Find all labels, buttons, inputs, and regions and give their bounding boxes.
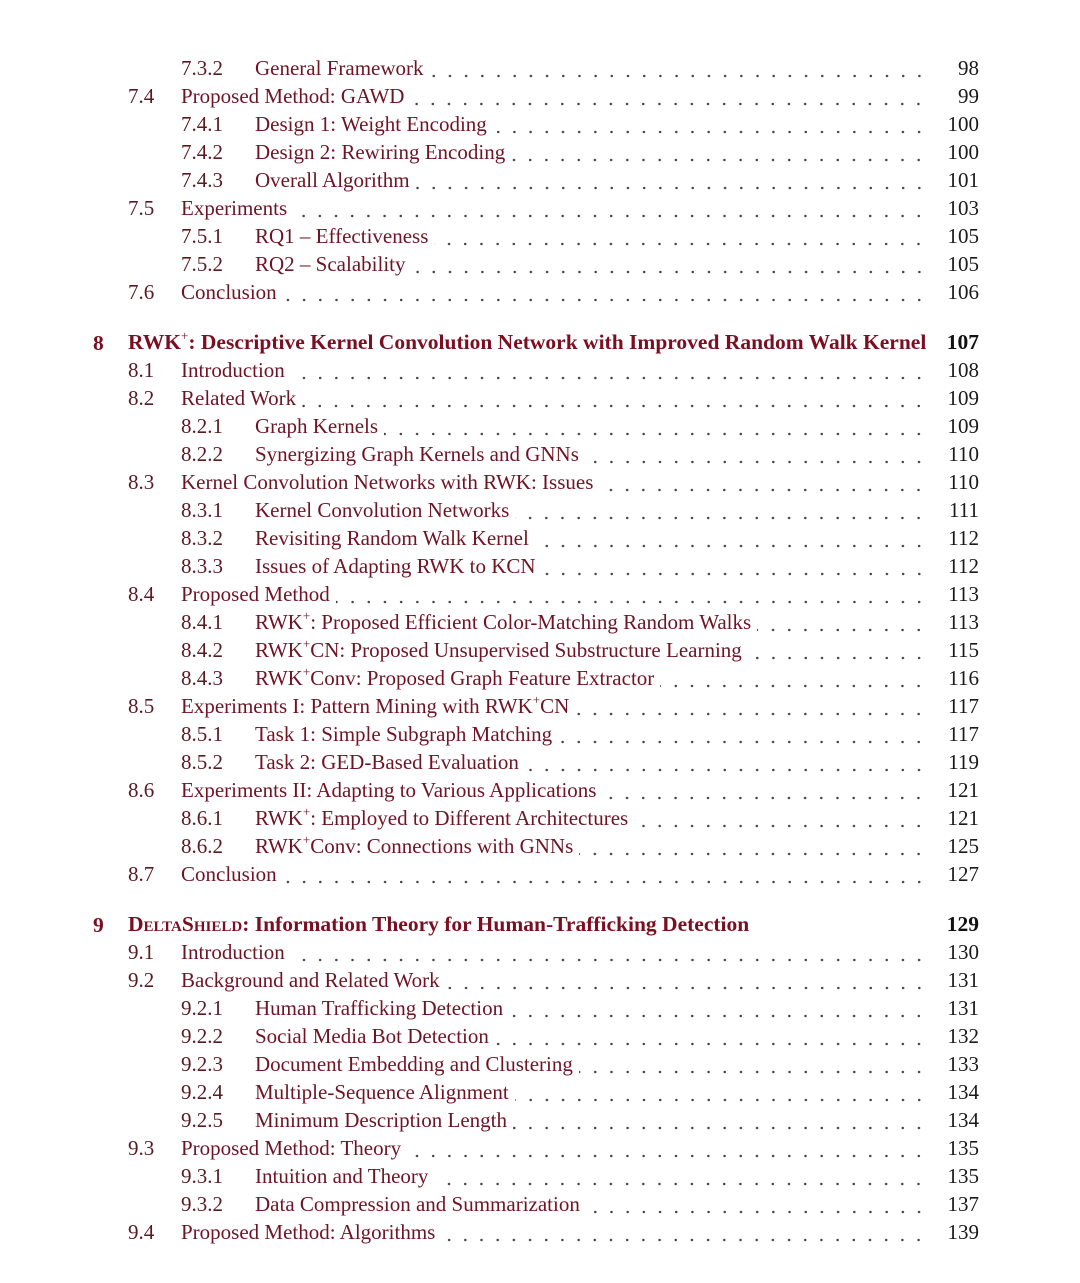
toc-entry[interactable] (0, 636, 1080, 664)
toc-entry[interactable] (0, 278, 1080, 306)
toc-entry[interactable] (0, 110, 1080, 138)
entry-number: 8.2.1 (181, 414, 223, 438)
toc-entry[interactable] (0, 250, 1080, 278)
entry-title: Experiments (181, 196, 288, 220)
entry-number: 8.4 (128, 582, 155, 606)
entry-title: General Framework (255, 56, 424, 80)
entry-number: 8.6.2 (181, 834, 223, 858)
dot-leader (579, 832, 927, 860)
entry-title: RWK+: Proposed Efficient Color-Matching Random Walks (255, 608, 752, 634)
toc-entry[interactable] (0, 54, 1080, 82)
entry-title: Experiments I: Pattern Mining with RWK+CN (181, 692, 570, 718)
entry-number: 9 (93, 913, 104, 937)
dot-leader (602, 776, 927, 804)
toc-entry[interactable] (0, 412, 1080, 440)
entry-page-number: 110 (948, 470, 979, 494)
entry-page-number: 127 (947, 862, 979, 886)
entry-title: Related Work (181, 386, 297, 410)
dot-leader (410, 82, 927, 110)
toc-entry[interactable] (0, 1106, 1080, 1134)
dot-leader (515, 1078, 927, 1106)
entry-title: RWK+Conv: Connections with GNNs (255, 832, 574, 858)
entry-title: Overall Algorithm (255, 168, 410, 192)
toc-entry[interactable] (0, 468, 1080, 496)
entry-number: 8.4.3 (181, 666, 223, 690)
entry-number: 8.7 (128, 862, 155, 886)
toc-entry[interactable] (0, 166, 1080, 194)
entry-number: 7.4.3 (181, 168, 223, 192)
dot-leader (407, 1134, 927, 1162)
entry-page-number: 131 (947, 996, 979, 1020)
entry-number: 7.4 (128, 84, 155, 108)
dot-leader (412, 250, 928, 278)
toc-entry[interactable] (0, 496, 1080, 524)
entry-title: Human Trafficking Detection (255, 996, 504, 1020)
toc-entry[interactable] (0, 194, 1080, 222)
entry-number: 9.2.1 (181, 996, 223, 1020)
entry-number: 7.4.1 (181, 112, 223, 136)
dot-leader (525, 748, 927, 776)
toc-entry[interactable] (0, 1134, 1080, 1162)
dot-leader (660, 664, 927, 692)
entry-title: Synergizing Graph Kernels and GNNs (255, 442, 579, 466)
dot-leader (586, 1190, 927, 1218)
entry-page-number: 108 (947, 358, 979, 382)
entry-title: Graph Kernels (255, 414, 379, 438)
entry-number: 9.2.4 (181, 1080, 223, 1104)
entry-page-number: 112 (948, 526, 979, 550)
entry-number: 9.1 (128, 940, 155, 964)
dot-leader (283, 860, 927, 888)
entry-page-number: 119 (948, 750, 979, 774)
entry-page-number: 135 (947, 1164, 979, 1188)
toc-entry[interactable] (0, 440, 1080, 468)
entry-page-number: 139 (947, 1220, 979, 1244)
entry-title: Multiple-Sequence Alignment (255, 1080, 509, 1104)
toc-entry[interactable] (0, 776, 1080, 804)
entry-title: Intuition and Theory (255, 1164, 429, 1188)
entry-page-number: 113 (948, 582, 979, 606)
entry-page-number: 117 (948, 722, 979, 746)
toc-entry[interactable] (0, 860, 1080, 888)
entry-page-number: 101 (947, 168, 979, 192)
entry-title: Revisiting Random Walk Kernel (255, 526, 529, 550)
entry-title: RQ1 – Effectiveness (255, 224, 429, 248)
entry-title: Task 1: Simple Subgraph Matching (255, 722, 553, 746)
toc-entry[interactable] (0, 1078, 1080, 1106)
entry-number: 8.5.2 (181, 750, 223, 774)
entry-page-number: 134 (947, 1108, 979, 1132)
table-of-contents (0, 54, 1080, 1246)
entry-number: 7.5.1 (181, 224, 223, 248)
toc-entry[interactable] (0, 138, 1080, 166)
entry-title: Introduction (181, 940, 285, 964)
entry-number: 7.4.2 (181, 140, 223, 164)
toc-chapter-entry[interactable] (0, 329, 1080, 356)
entry-page-number: 131 (947, 968, 979, 992)
entry-number: 9.2.2 (181, 1024, 223, 1048)
entry-page-number: 107 (946, 330, 979, 354)
entry-number: 8.3.1 (181, 498, 223, 522)
entry-number: 8.3.2 (181, 526, 223, 550)
entry-number: 8 (93, 331, 104, 355)
dot-leader (599, 468, 927, 496)
dot-leader (579, 1050, 927, 1078)
entry-page-number: 99 (958, 84, 979, 108)
entry-title: Document Embedding and Clustering (255, 1052, 573, 1076)
dot-leader (495, 1022, 927, 1050)
dot-leader (446, 966, 927, 994)
toc-entry[interactable] (0, 384, 1080, 412)
entry-title: RWK+: Employed to Different Architectures (255, 804, 629, 830)
entry-page-number: 129 (946, 912, 979, 936)
entry-title: Proposed Method (181, 582, 330, 606)
entry-number: 9.2.3 (181, 1052, 223, 1076)
toc-chapter-entry[interactable] (0, 911, 1080, 938)
toc-entry[interactable] (0, 1050, 1080, 1078)
entry-page-number: 110 (948, 442, 979, 466)
dot-leader (513, 1106, 927, 1134)
entry-number: 8.3 (128, 470, 155, 494)
entry-title: Issues of Adapting RWK to KCN (255, 554, 536, 578)
entry-number: 9.2 (128, 968, 155, 992)
entry-number: 8.4.1 (181, 610, 223, 634)
dot-leader (430, 54, 927, 82)
entry-page-number: 98 (958, 56, 979, 80)
entry-title: DeltaShield: Information Theory for Human-Trafficking Detection (128, 912, 750, 936)
dot-leader (302, 384, 927, 412)
entry-title: Kernel Convolution Networks with RWK: Issues (181, 470, 594, 494)
entry-page-number: 135 (947, 1136, 979, 1160)
entry-title: RQ2 – Scalability (255, 252, 406, 276)
toc-entry[interactable] (0, 222, 1080, 250)
dot-leader (757, 608, 927, 636)
entry-title: Conclusion (181, 280, 277, 304)
entry-page-number: 116 (948, 666, 979, 690)
entry-page-number: 115 (948, 638, 979, 662)
toc-entry[interactable] (0, 1218, 1080, 1246)
entry-number: 7.5.2 (181, 252, 223, 276)
dot-leader (291, 356, 927, 384)
dot-leader (283, 278, 927, 306)
dot-leader (535, 524, 927, 552)
entry-page-number: 133 (947, 1052, 979, 1076)
entry-number: 7.3.2 (181, 56, 223, 80)
entry-page-number: 100 (947, 140, 979, 164)
entry-page-number: 130 (947, 940, 979, 964)
entry-number: 9.3.2 (181, 1192, 223, 1216)
toc-entry[interactable] (0, 692, 1080, 720)
entry-number: 8.2.2 (181, 442, 223, 466)
entry-title: Minimum Description Length (255, 1108, 507, 1132)
entry-number: 8.4.2 (181, 638, 223, 662)
dot-leader (509, 994, 927, 1022)
entry-page-number: 111 (949, 498, 979, 522)
entry-title: Task 2: GED-Based Evaluation (255, 750, 519, 774)
toc-entry[interactable] (0, 994, 1080, 1022)
entry-number: 8.5 (128, 694, 155, 718)
entry-page-number: 105 (947, 252, 979, 276)
entry-page-number: 106 (947, 280, 979, 304)
entry-page-number: 134 (947, 1080, 979, 1104)
entry-page-number: 100 (947, 112, 979, 136)
toc-entry[interactable] (0, 748, 1080, 776)
entry-number: 7.5 (128, 196, 155, 220)
entry-title: Experiments II: Adapting to Various Applications (181, 778, 597, 802)
dot-leader (542, 552, 927, 580)
entry-title: Proposed Method: Algorithms (181, 1220, 436, 1244)
entry-page-number: 103 (947, 196, 979, 220)
dot-leader (493, 110, 927, 138)
entry-page-number: 117 (948, 694, 979, 718)
entry-title: Data Compression and Summarization (255, 1192, 580, 1216)
entry-number: 8.1 (128, 358, 155, 382)
entry-number: 8.6 (128, 778, 155, 802)
entry-title: Design 2: Rewiring Encoding (255, 140, 506, 164)
toc-entry[interactable] (0, 1190, 1080, 1218)
dot-leader (291, 938, 927, 966)
entry-number: 8.2 (128, 386, 155, 410)
entry-title: Kernel Convolution Networks (255, 498, 510, 522)
entry-number: 9.3 (128, 1136, 155, 1160)
toc-entry[interactable] (0, 524, 1080, 552)
entry-title: RWK+CN: Proposed Unsupervised Substructure Learning (255, 636, 742, 662)
entry-page-number: 132 (947, 1024, 979, 1048)
toc-entry[interactable] (0, 1162, 1080, 1190)
dot-leader (441, 1218, 927, 1246)
entry-page-number: 137 (947, 1192, 979, 1216)
toc-entry[interactable] (0, 966, 1080, 994)
toc-entry[interactable] (0, 1022, 1080, 1050)
toc-entry[interactable] (0, 608, 1080, 636)
toc-entry[interactable] (0, 552, 1080, 580)
entry-title: RWK+: Descriptive Kernel Convolution Network with Improved Random Walk Kernel (128, 328, 927, 354)
entry-page-number: 113 (948, 610, 979, 634)
entry-title: Background and Related Work (181, 968, 440, 992)
entry-title: RWK+Conv: Proposed Graph Feature Extractor (255, 664, 655, 690)
toc-entry[interactable] (0, 720, 1080, 748)
dot-leader (558, 720, 927, 748)
toc-entry[interactable] (0, 664, 1080, 692)
dot-leader (748, 636, 927, 664)
dot-leader (585, 440, 927, 468)
entry-number: 9.4 (128, 1220, 155, 1244)
toc-entry[interactable] (0, 938, 1080, 966)
toc-entry[interactable] (0, 82, 1080, 110)
entry-page-number: 121 (947, 778, 979, 802)
dot-leader (434, 1162, 927, 1190)
dot-leader (336, 580, 927, 608)
entry-page-number: 109 (947, 386, 979, 410)
dot-leader (384, 412, 927, 440)
entry-title: Social Media Bot Detection (255, 1024, 489, 1048)
entry-number: 8.5.1 (181, 722, 223, 746)
dot-leader (293, 194, 927, 222)
entry-page-number: 121 (947, 806, 979, 830)
entry-number: 9.3.1 (181, 1164, 223, 1188)
dot-leader (434, 222, 927, 250)
toc-entry[interactable] (0, 356, 1080, 384)
entry-title: Introduction (181, 358, 285, 382)
entry-page-number: 125 (947, 834, 979, 858)
entry-number: 7.6 (128, 280, 155, 304)
entry-title: Conclusion (181, 862, 277, 886)
entry-page-number: 109 (947, 414, 979, 438)
entry-title: Proposed Method: GAWD (181, 84, 405, 108)
entry-title: Proposed Method: Theory (181, 1136, 402, 1160)
toc-entry[interactable] (0, 832, 1080, 860)
toc-entry[interactable] (0, 580, 1080, 608)
entry-page-number: 105 (947, 224, 979, 248)
entry-title: Design 1: Weight Encoding (255, 112, 487, 136)
entry-page-number: 112 (948, 554, 979, 578)
dot-leader (511, 138, 927, 166)
dot-leader (634, 804, 927, 832)
dot-leader (416, 166, 927, 194)
dot-leader (515, 496, 927, 524)
entry-number: 8.6.1 (181, 806, 223, 830)
entry-number: 9.2.5 (181, 1108, 223, 1132)
dot-leader (575, 692, 927, 720)
toc-entry[interactable] (0, 804, 1080, 832)
entry-number: 8.3.3 (181, 554, 223, 578)
